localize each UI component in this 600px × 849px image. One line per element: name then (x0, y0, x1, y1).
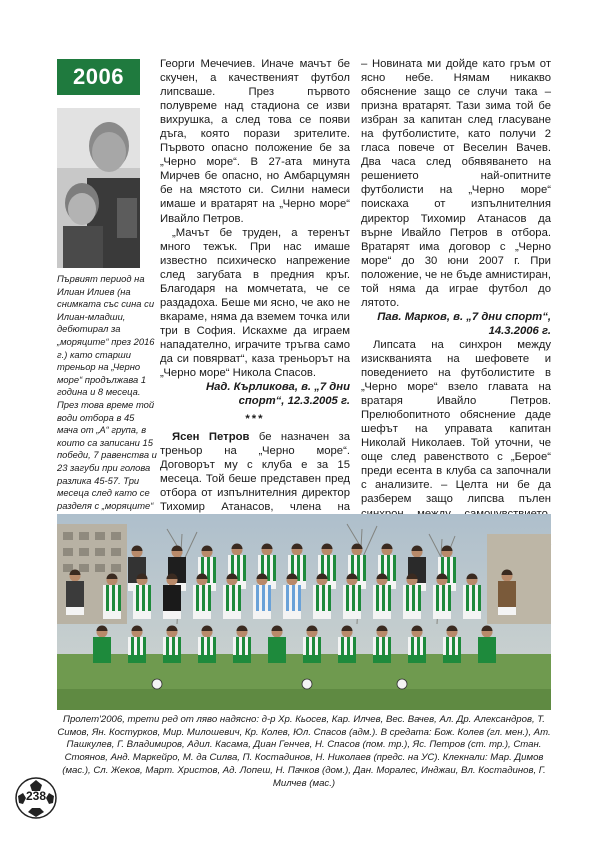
highlight-name: Ясен Петров (172, 431, 250, 444)
ball-figure (302, 679, 312, 689)
ball-figure (152, 679, 162, 689)
paragraph: Липсата на синхрон между изискванията на шефовете и поведението на футболистите в „Черно море“ взело главата на вратаря Ивайло Петров. Прелюбопитното обяснение даде шефът на управата капитан Николай Николаев. Той уточни, че още след равенството с „Берое“ преди есента в клуба са започнали с анализите. – Целта ни бе да разберем защо липсва пълен (361, 338, 551, 506)
paragraph: „Мачът бе труден, а теренът много тежък. При нас имаше известно психическо напрежение след загубата в предния кръг. Благодаря на момчетата, че се раздадоха. Беше ми ясно, че ако не вкараме, няма да вземем точка или три в София. Искахме да играем нападателно, играчите тръгва само да си повярват“, каза треньорът на „Черно море“ Никола Спасов. (160, 226, 350, 380)
paragraph: Георги Мечечиев. Иначе мачът бе скучен, а качественият футбол липсваше. През първото полувреме над стадиона се изви вихрушка, а след това се появи дъга, която порази зрителите. Първото опасно положение бе за „Черно море“. В 27-ата минута Мирчев бе опасно, но Амбарцумян бе на мястото си. Силни намеси имаше и вратарят на „Черно море“ Ивайло Петров. (160, 58, 350, 225)
paragraph: – Новината ми дойде като гръм от ясно небе. Нямам никакво обяснение защо се случи така – призна вратарят. Тази зима той бе избран за капитан след гласуване на футболистите, като получи 2 гласа повече от Веселин Вачев. Два часа след обявяването на решението най-опитните футболисти на „Черно море“ поискаха от изпълнителния директор Тихомир Атанасов да върне Ивайло Петров в отбора. Вратарят има договор с „Черно море“ до 30 юни 2007 г. При положение, че не бъде амнистиран, той няма да играе футбол до лятото. (361, 58, 551, 309)
team-photo (57, 514, 551, 710)
source-citation: Пав. Марков, в. „7 дни спорт“, 14.3.2006 г. (377, 310, 551, 337)
year-label: 2006 (73, 64, 124, 89)
portrait-photo (57, 108, 140, 268)
section-divider: *** (245, 413, 265, 426)
paragraph-text: бе назначен за треньор на „Черно море“. Договорът му с клуба е за 15 месеца. Той беше представен пред отбора от изпълнителния директор Тихомир Атанасов, члена на (160, 431, 350, 514)
page-number: 238 (25, 789, 47, 803)
ball-figure (397, 679, 407, 689)
team-photo-caption: Пролет'2006, трети ред от ляво надясно: д-р Хр. Кьосев, Кар. Илчев, Вес. Вачев, Ал. Др. Александров, Т. Симов, Ян. Костурков, Мир. Милошевич, Кр. Колев, Юл. Спасов (адм.). В средата: Бож. Колев (гл. мен.), Ат. Пашкулев, Г. Владимиров, Адил. Касама, Диан Генчев, Н. Спасов (пом. тр.), Яс. Петров (ст. тр.), Стан. Стоянов, Анд. Маркейро, М. да Силва, П. Костадинов, Н. Николаев (предс. на УС). Клекнали: Мар. Димов (мас.), Сл. Жеков, Март. Христов, Ад. Лопеш, Н. Пачков (дом.), Дан. Моралес, Инджаи, Вл. Костадинов, Г. Милчев (мас.) (57, 714, 551, 789)
team-photo-illustration (57, 514, 551, 710)
portrait-illustration (57, 108, 140, 268)
source-line (361, 310, 551, 338)
portrait-caption: Първият период на Илиан Илиев (на снимката със сина си Илиан-младши, дебютирал за „моряците“ през 2016 г.) като старши треньор на „Черно море“ продължава 1 година и 8 месеца. През това време той води отбора в 45 мача от „А“ група, в които са записани 15 победи, 7 равенства и 23 загуби при голова разлика 45-57. Три месеца след като се разделя с „моряците“ (57, 273, 157, 511)
year-badge (57, 59, 140, 95)
source-line (160, 380, 350, 408)
page-number-ball (14, 776, 58, 820)
source-citation: Над. Кърликова, в. „7 дни спорт“, 12.3.2005 г. (205, 381, 350, 408)
